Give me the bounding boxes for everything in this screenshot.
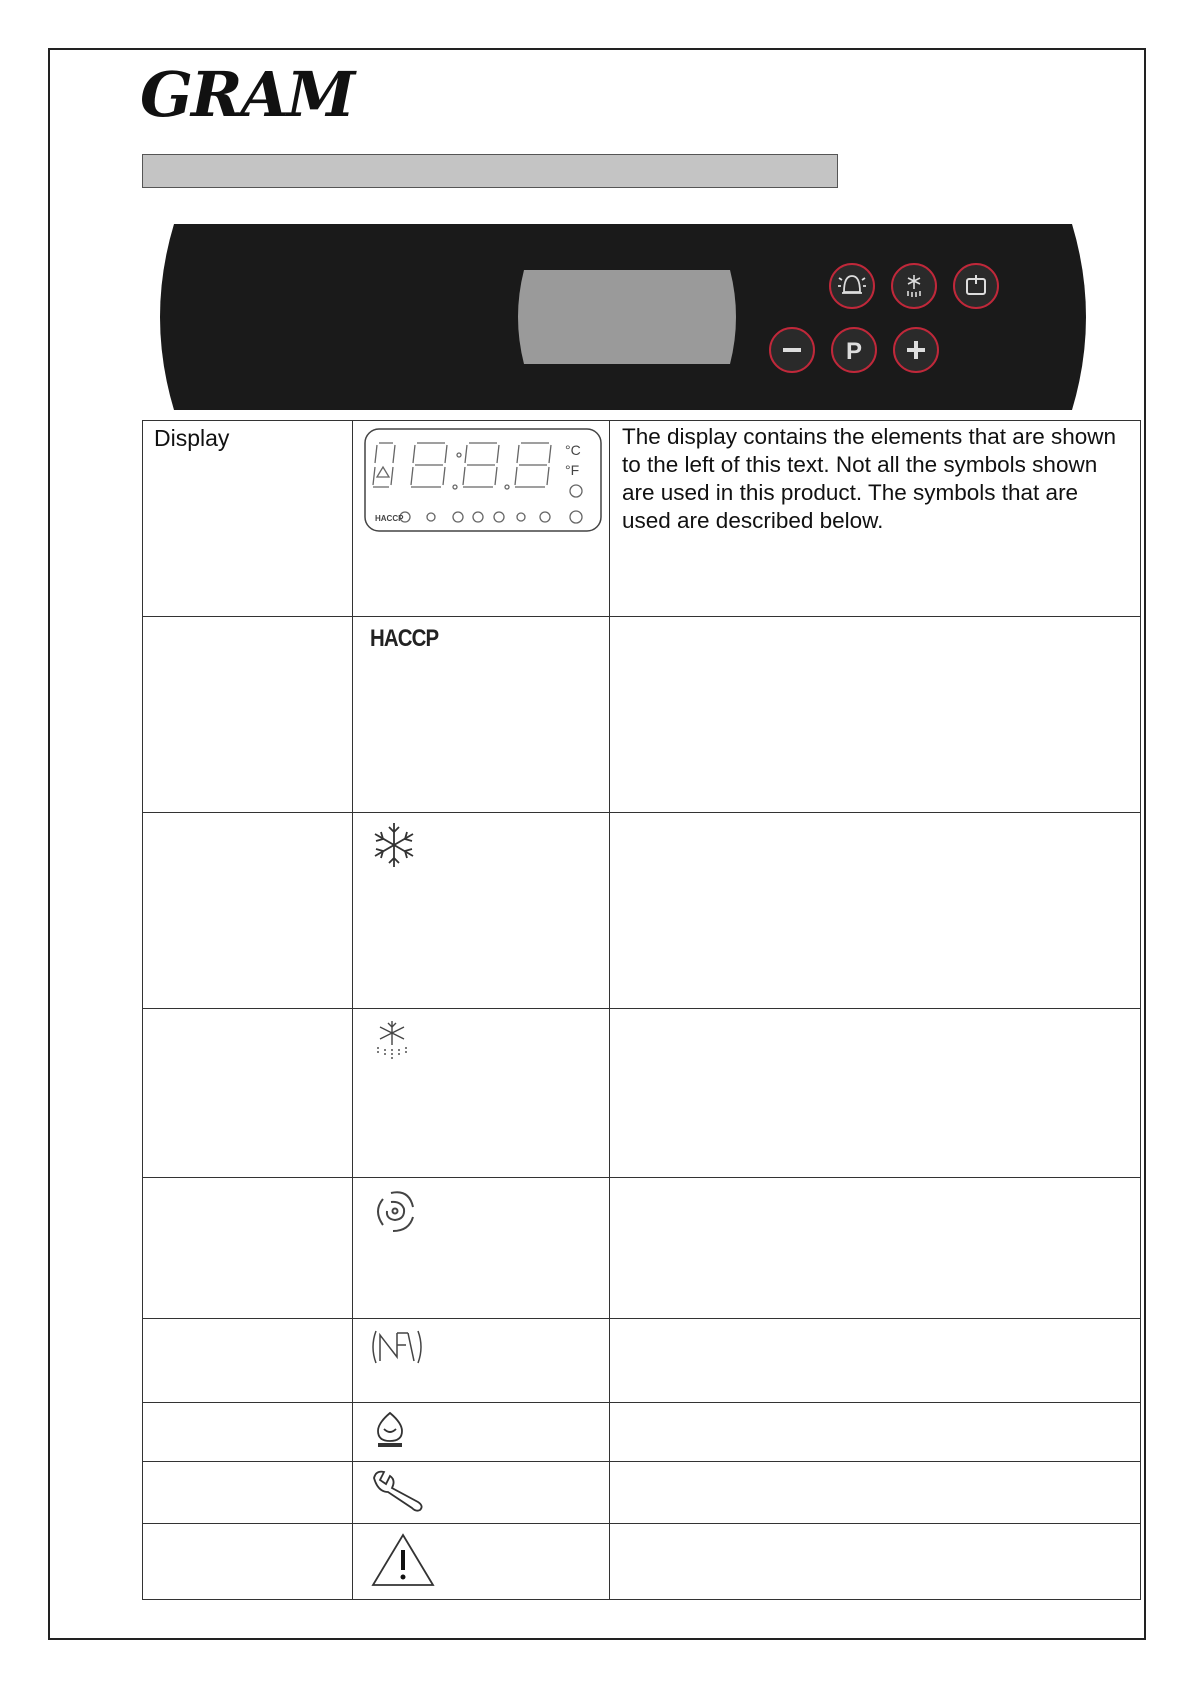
table-row: [143, 421, 1141, 617]
p-icon: P: [845, 338, 863, 365]
row-name: [143, 1524, 352, 1532]
table-row: [143, 813, 1141, 1009]
defrost-button[interactable]: [892, 264, 936, 308]
plus-button[interactable]: [894, 328, 938, 372]
power-button[interactable]: [954, 264, 998, 308]
table-row: [143, 1178, 1141, 1319]
snowflake-icon: [370, 821, 418, 869]
control-panel: [152, 222, 1100, 412]
row-name: [143, 1178, 352, 1186]
drip-icon: [370, 1409, 410, 1449]
table-row: [143, 617, 1141, 813]
row-name: [143, 1319, 352, 1327]
defrost-icon: [370, 1017, 414, 1063]
row-description: [610, 617, 1140, 621]
wrench-icon: [370, 1468, 430, 1512]
row-description: [610, 1178, 1140, 1182]
symbol-table: [142, 420, 1141, 1600]
table-row: [143, 1462, 1141, 1524]
table-row: [143, 1319, 1141, 1403]
table-row: [143, 1403, 1141, 1462]
row-description: The display contains the elements that are shown to the left of this text. Not all the symbols shown are used in this product. The symbols that are used are described below.: [622, 424, 1117, 533]
row-name: [143, 813, 352, 821]
svg-text:°C: °C: [565, 442, 581, 458]
row-description: [610, 1524, 1140, 1528]
minus-button[interactable]: [770, 328, 814, 372]
row-name: [143, 1462, 352, 1470]
row-name: [143, 617, 352, 625]
row-description: [610, 1403, 1140, 1407]
fan-icon: [370, 1186, 420, 1236]
svg-text:°F: °F: [565, 462, 580, 478]
haccp-icon: HACCP: [370, 625, 439, 652]
row-description: [610, 1319, 1140, 1323]
row-name: [143, 1403, 352, 1411]
row-description: [610, 1462, 1140, 1466]
gram-logo: [140, 64, 390, 128]
table-row: [143, 1524, 1141, 1600]
warning-icon: [370, 1532, 436, 1588]
row-description: [610, 813, 1140, 817]
display-diagram: [361, 425, 605, 535]
row-name: Display: [154, 425, 230, 451]
program-button[interactable]: [832, 328, 876, 372]
row-name: [143, 1009, 352, 1017]
svg-text:GRAM: GRAM: [140, 64, 354, 128]
nf-icon: [370, 1327, 424, 1367]
table-row: [143, 1009, 1141, 1178]
row-description: [610, 1009, 1140, 1013]
lcd-window: [518, 270, 736, 364]
alarm-button[interactable]: [830, 264, 874, 308]
title-bar: [142, 154, 838, 188]
svg-text:HACCP: HACCP: [375, 514, 404, 523]
